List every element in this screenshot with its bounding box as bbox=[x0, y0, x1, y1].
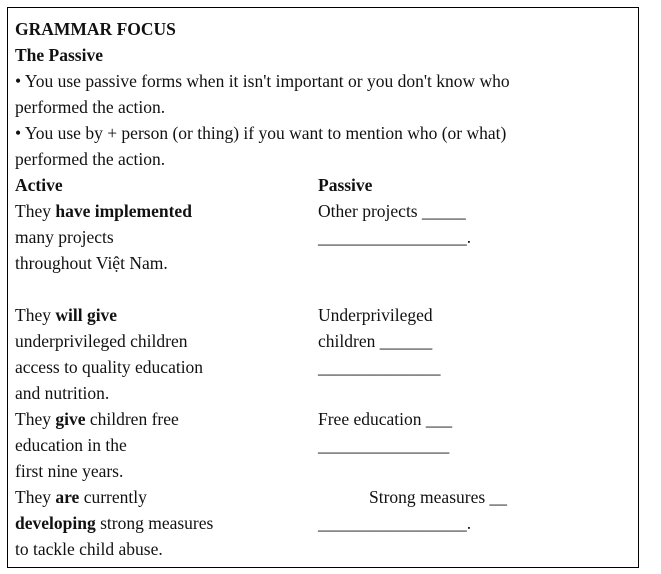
active-sentence-4-line-3: to tackle child abuse. bbox=[15, 539, 163, 559]
active-sentence-3-line-2: education in the bbox=[15, 435, 127, 455]
verb-highlight: developing bbox=[15, 513, 96, 533]
active-sentence-1-line-3: throughout Việt Nam. bbox=[15, 253, 168, 273]
active-sentence-2-line-1: They will give bbox=[15, 305, 118, 325]
active-sentence-4-line-1: They are currently bbox=[15, 487, 147, 507]
passive-blank-2-line-3[interactable]: ______________ bbox=[318, 357, 441, 377]
active-sentence-1-line-1: They have implemented bbox=[15, 201, 192, 221]
passive-blank-1-line-2[interactable]: _________________. bbox=[318, 227, 472, 247]
section-subtitle: The Passive bbox=[15, 45, 103, 65]
verb-highlight: give bbox=[55, 409, 86, 429]
active-sentence-2-line-3: access to quality education bbox=[15, 357, 204, 377]
verb-highlight: will give bbox=[55, 305, 118, 325]
rule-1-line-1: • You use passive forms when it isn't important or you don't know who bbox=[15, 71, 510, 91]
active-sentence-1-line-2: many projects bbox=[15, 227, 114, 247]
passive-blank-3-line-2[interactable]: _______________ bbox=[318, 435, 450, 455]
passive-blank-2-line-1: Underprivileged bbox=[318, 305, 433, 325]
passive-blank-3-line-1[interactable]: Free education ___ bbox=[318, 409, 453, 429]
rule-2-line-1: • You use by + person (or thing) if you want to mention who (or what) bbox=[15, 123, 507, 143]
verb-highlight: are bbox=[55, 487, 80, 507]
passive-blank-1-line-1[interactable]: Other projects _____ bbox=[318, 201, 466, 221]
passive-blank-4-line-1[interactable]: Strong measures __ bbox=[369, 487, 508, 507]
active-sentence-2-line-2: underprivileged children bbox=[15, 331, 188, 351]
rule-2-line-2: performed the action. bbox=[15, 149, 166, 169]
section-title: GRAMMAR FOCUS bbox=[15, 19, 176, 39]
active-sentence-3-line-1: They give children free bbox=[15, 409, 179, 429]
passive-column-header: Passive bbox=[318, 175, 373, 195]
active-sentence-4-line-2: developing strong measures bbox=[15, 513, 214, 533]
passive-blank-2-line-2[interactable]: children ______ bbox=[318, 331, 433, 351]
active-sentence-2-line-4: and nutrition. bbox=[15, 383, 110, 403]
active-sentence-3-line-3: first nine years. bbox=[15, 461, 124, 481]
active-column-header: Active bbox=[15, 175, 63, 195]
rule-1-line-2: performed the action. bbox=[15, 97, 166, 117]
passive-blank-4-line-2[interactable]: _________________. bbox=[318, 513, 472, 533]
verb-highlight: have implemented bbox=[55, 201, 192, 221]
